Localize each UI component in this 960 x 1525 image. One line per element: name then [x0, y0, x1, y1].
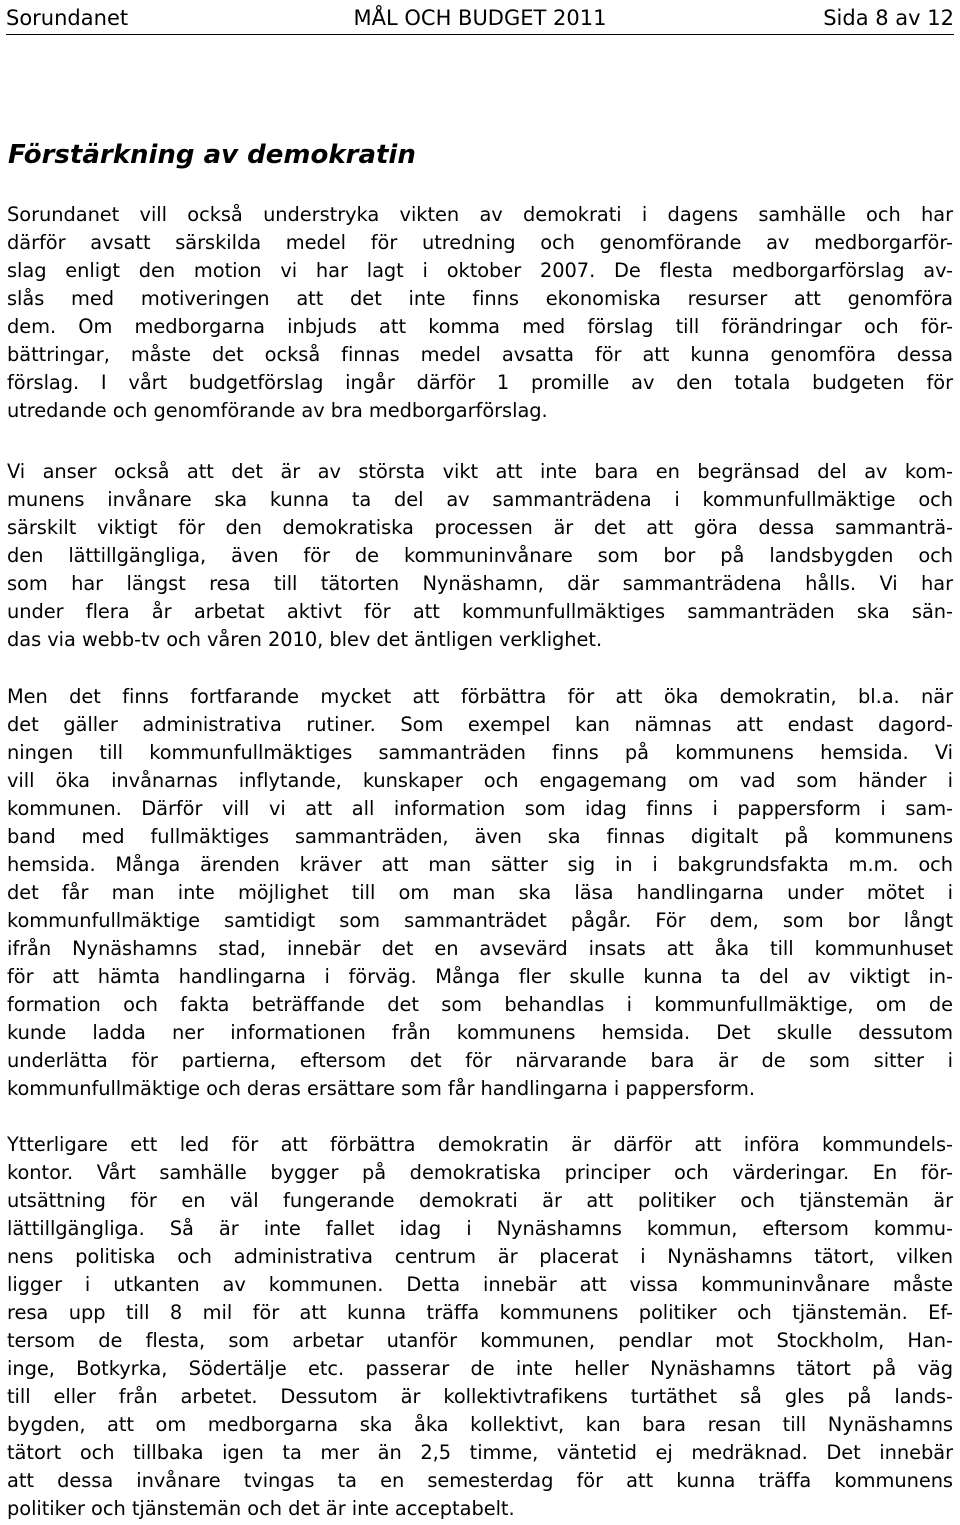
text-line: politiker och tjänstemän och det är inte acceptabelt. [7, 1497, 515, 1520]
text-line: slås med motiveringen att det inte finns ekonomiska resurser att genomföra [7, 287, 953, 310]
text-line: utredande och genomförande av bra medborgarförslag. [7, 399, 548, 422]
header-document-title: MÅL OCH BUDGET 2011 [353, 6, 607, 30]
page-header [6, 4, 954, 34]
text-line: den lättillgängliga, även för de kommuninvånare som bor på landsbygden och [7, 544, 953, 567]
text-line: inge, Botkyrka, Södertälje etc. passerar de inte heller Nynäshamns tätort på väg [7, 1357, 953, 1380]
text-line: resa upp till 8 mil för att kunna träffa kommunens politiker och tjänstemän. Ef- [7, 1301, 953, 1324]
text-line: ningen till kommunfullmäktiges sammanträden finns på kommunens hemsida. Vi [7, 741, 953, 764]
paragraph [7, 201, 953, 425]
text-line: till eller från arbetet. Dessutom är kollektivtrafikens turtäthet så gles på lands- [7, 1385, 953, 1408]
paragraph [7, 1131, 953, 1523]
text-line: som har längst resa till tätorten Nynäshamn, där sammanträdena hålls. Vi har [7, 572, 953, 595]
paragraph [7, 458, 953, 654]
text-line: bättringar, måste det också finnas medel avsatta för att kunna genomföra dessa [7, 343, 953, 366]
text-line: Vi anser också att det är av största vikt att inte bara en begränsad del av kom- [7, 460, 953, 483]
text-line: Men det finns fortfarande mycket att förbättra för att öka demokratin, bl.a. när [7, 685, 953, 708]
text-line: att dessa invånare tvingas ta en semesterdag för att kunna träffa kommunens [7, 1469, 953, 1492]
text-line: band med fullmäktiges sammanträden, även ska finnas digitalt på kommunens [7, 825, 953, 848]
text-line: därför avsatt särskilda medel för utredning och genomförande av medborgarför- [7, 231, 953, 254]
text-line: tersom de flesta, som arbetar utanför kommunen, pendlar mot Stockholm, Han- [7, 1329, 953, 1352]
text-line: munens invånare ska kunna ta del av sammanträdena i kommunfullmäktige och [7, 488, 953, 511]
text-line: lättillgängliga. Så är inte fallet idag i Nynäshamns kommun, eftersom kommu- [7, 1217, 953, 1240]
paragraph [7, 683, 953, 1103]
text-line: kontor. Vårt samhälle bygger på demokratiska principer och värderingar. En för- [7, 1161, 953, 1184]
header-page-number: Sida 8 av 12 [823, 6, 954, 30]
text-line: underlätta för partierna, eftersom det för närvarande bara är de som sitter i [7, 1049, 953, 1072]
header-divider [6, 34, 954, 35]
section-heading: Förstärkning av demokratin [8, 140, 416, 170]
text-line: kommunen. Därför vill vi att all information som idag finns i pappersform i sam- [7, 797, 953, 820]
text-line: förslag. I vårt budgetförslag ingår därför 1 promille av den totala budgeten för [7, 371, 953, 394]
text-line: särskilt viktigt för den demokratiska processen är det att göra dessa sammanträ- [7, 516, 953, 539]
text-line: Sorundanet vill också understryka vikten av demokrati i dagens samhälle och har [7, 203, 953, 226]
text-line: das via webb-tv och våren 2010, blev det äntligen verklighet. [7, 628, 603, 651]
text-line: nens politiska och administrativa centrum är placerat i Nynäshamns tätort, vilken [7, 1245, 953, 1268]
text-line: det får man inte möjlighet till om man ska läsa handlingarna under mötet i [7, 881, 953, 904]
header-document-owner: Sorundanet [6, 6, 129, 30]
text-line: under flera år arbetat aktivt för att kommunfullmäktiges sammanträden ska sän- [7, 600, 953, 623]
text-line: formation och fakta beträffande det som behandlas i kommunfullmäktige, om de [7, 993, 953, 1016]
text-line: dem. Om medborgarna inbjuds att komma med förslag till förändringar och för- [7, 315, 953, 338]
text-line: för att hämta handlingarna i förväg. Många fler skulle kunna ta del av viktigt in- [7, 965, 953, 988]
text-line: hemsida. Många ärenden kräver att man sätter sig in i bakgrundsfakta m.m. och [7, 853, 953, 876]
text-line: ifrån Nynäshamns stad, innebär det en avsevärd insats att åka till kommunhuset [7, 937, 953, 960]
text-line: ligger i utkanten av kommunen. Detta innebär att vissa kommuninvånare måste [7, 1273, 953, 1296]
text-line: utsättning för en väl fungerande demokrati är att politiker och tjänstemän är [7, 1189, 953, 1212]
text-line: tätort och tillbaka igen ta mer än 2,5 timme, väntetid ej medräknad. Det innebär [7, 1441, 953, 1464]
text-line: vill öka invånarnas inflytande, kunskaper och engagemang om vad som händer i [7, 769, 953, 792]
text-line: bygden, att om medborgarna ska åka kollektivt, kan bara resan till Nynäshamns [7, 1413, 953, 1436]
text-line: det gäller administrativa rutiner. Som exempel kan nämnas att endast dagord- [7, 713, 953, 736]
text-line: Ytterligare ett led för att förbättra demokratin är därför att införa kommundels- [7, 1133, 953, 1156]
text-line: kommunfullmäktige och deras ersättare som får handlingarna i pappersform. [7, 1077, 755, 1100]
text-line: kunde ladda ner informationen från kommunens hemsida. Det skulle dessutom [7, 1021, 953, 1044]
text-line: slag enligt den motion vi har lagt i oktober 2007. De flesta medborgarförslag av- [7, 259, 953, 282]
text-line: kommunfullmäktige samtidigt som sammanträdet pågår. För dem, som bor långt [7, 909, 953, 932]
